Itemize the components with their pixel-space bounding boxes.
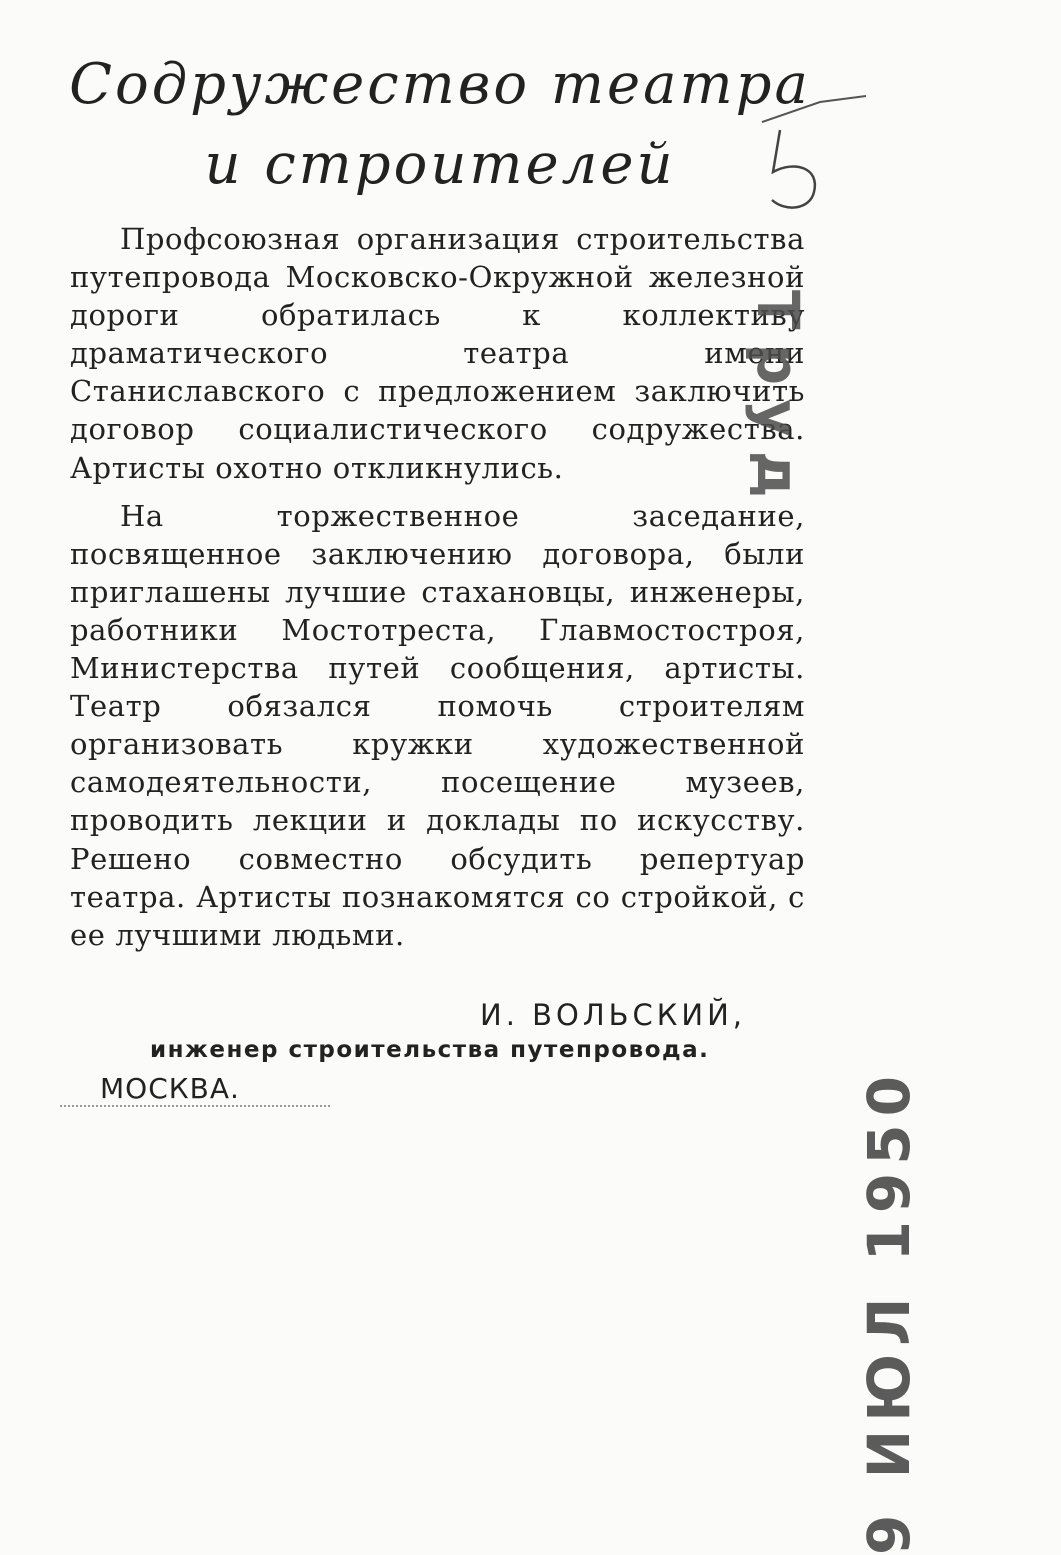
article-paragraph-1: Профсоюзная организация строительства путепровода Московско-Окружной железной дороги обратилась к коллективу драматического театра имени Станиславского с предложением заключить договор социалистического содружества. Артисты охотно откликнулись. bbox=[70, 222, 805, 485]
article-body bbox=[70, 220, 805, 964]
handwritten-mark-5 bbox=[740, 90, 880, 220]
divider bbox=[60, 1105, 330, 1107]
author-signature: И. ВОЛЬСКИЙ, bbox=[480, 998, 746, 1032]
dateline-city: МОСКВА. bbox=[100, 1072, 240, 1105]
newspaper-stamp: Труд bbox=[744, 290, 812, 512]
headline-line-2: и строителей bbox=[204, 132, 676, 197]
date-stamp: 9 ИЮЛ 1950 bbox=[855, 1068, 923, 1555]
headline-line-1: Содружество театра bbox=[69, 52, 811, 117]
date-stamp-wrap bbox=[855, 1068, 923, 1555]
author-role: инженер строительства путепровода. bbox=[150, 1037, 710, 1063]
article-paragraph-2: На торжественное заседание, посвященное заключению договора, были приглашены лучшие стахановцы, инженеры, работники Мостотреста, Главмостостроя, Министерства путей сообщения, артисты. Театр обязался помочь строителям организовать кружки художественной самодеятельности, посещение музеев, проводить лекции и доклады по искусству. Решено совместно обсудить репертуар театра. Артисты познакомятся со стройкой, с ее лучшими людьми. bbox=[70, 498, 805, 952]
